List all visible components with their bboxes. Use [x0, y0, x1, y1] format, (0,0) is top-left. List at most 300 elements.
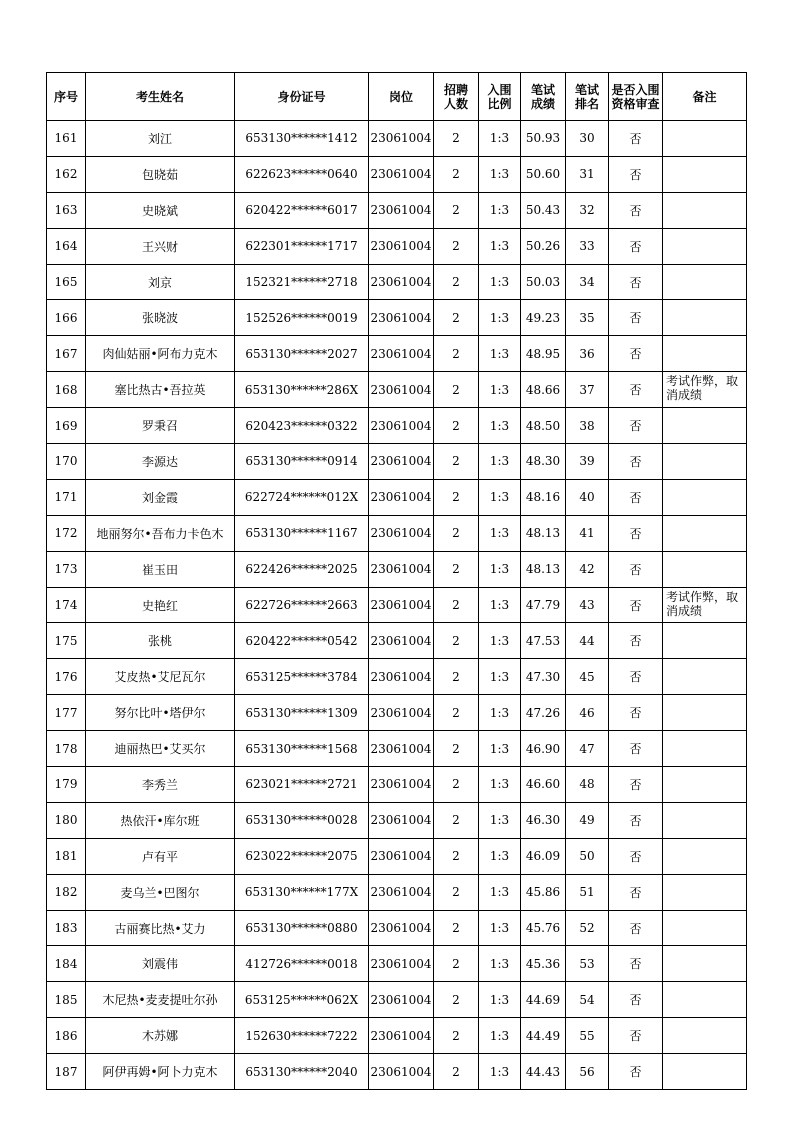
cell-id: 653130******1568 [235, 731, 369, 767]
table-row [47, 228, 747, 264]
cell-seq: 171 [47, 479, 86, 515]
cell-rank: 50 [566, 838, 609, 874]
cell-qualify: 否 [609, 336, 663, 372]
cell-score: 48.13 [521, 515, 566, 551]
cell-recruit: 2 [434, 946, 479, 982]
table-row [47, 444, 747, 480]
cell-seq: 167 [47, 336, 86, 372]
cell-recruit: 2 [434, 551, 479, 587]
cell-name: 塞比热古•吾拉英 [86, 372, 235, 408]
cell-name: 努尔比叶•塔伊尔 [86, 695, 235, 731]
cell-name: 麦乌兰•巴图尔 [86, 874, 235, 910]
header-score: 笔试 成绩 [521, 73, 566, 121]
table-row [47, 946, 747, 982]
table-row [47, 767, 747, 803]
cell-qualify: 否 [609, 1054, 663, 1090]
cell-remark [663, 228, 747, 264]
header-qualify: 是否入围 资格审查 [609, 73, 663, 121]
cell-id: 653130******0880 [235, 910, 369, 946]
cell-id: 653130******2040 [235, 1054, 369, 1090]
cell-name: 刘江 [86, 121, 235, 157]
cell-remark [663, 695, 747, 731]
cell-rank: 31 [566, 156, 609, 192]
table-row [47, 623, 747, 659]
cell-id: 653130******177X [235, 874, 369, 910]
cell-id: 620422******0542 [235, 623, 369, 659]
table-row [47, 874, 747, 910]
cell-seq: 165 [47, 264, 86, 300]
cell-post: 23061004 [369, 444, 434, 480]
cell-recruit: 2 [434, 372, 479, 408]
cell-score: 46.90 [521, 731, 566, 767]
cell-id: 620422******6017 [235, 192, 369, 228]
cell-recruit: 2 [434, 192, 479, 228]
cell-post: 23061004 [369, 587, 434, 623]
table-row [47, 372, 747, 408]
cell-rank: 49 [566, 802, 609, 838]
cell-remark: 考试作弊，取消成绩 [663, 587, 747, 623]
cell-recruit: 2 [434, 982, 479, 1018]
cell-score: 46.09 [521, 838, 566, 874]
cell-remark [663, 551, 747, 587]
cell-remark [663, 731, 747, 767]
cell-rank: 54 [566, 982, 609, 1018]
cell-remark [663, 156, 747, 192]
cell-post: 23061004 [369, 623, 434, 659]
cell-id: 152321******2718 [235, 264, 369, 300]
header-id: 身份证号 [235, 73, 369, 121]
table-row [47, 1054, 747, 1090]
cell-id: 653130******286X [235, 372, 369, 408]
cell-name: 包晓茹 [86, 156, 235, 192]
cell-post: 23061004 [369, 1054, 434, 1090]
cell-seq: 161 [47, 121, 86, 157]
cell-rank: 55 [566, 1018, 609, 1054]
cell-name: 迪丽热巴•艾买尔 [86, 731, 235, 767]
cell-ratio: 1:3 [479, 372, 521, 408]
cell-qualify: 否 [609, 1018, 663, 1054]
cell-id: 622724******012X [235, 479, 369, 515]
cell-id: 622301******1717 [235, 228, 369, 264]
cell-recruit: 2 [434, 264, 479, 300]
cell-remark [663, 982, 747, 1018]
cell-score: 46.30 [521, 802, 566, 838]
cell-qualify: 否 [609, 874, 663, 910]
cell-recruit: 2 [434, 695, 479, 731]
cell-score: 48.95 [521, 336, 566, 372]
cell-post: 23061004 [369, 372, 434, 408]
cell-score: 44.69 [521, 982, 566, 1018]
cell-ratio: 1:3 [479, 1054, 521, 1090]
cell-post: 23061004 [369, 300, 434, 336]
cell-remark [663, 874, 747, 910]
cell-seq: 173 [47, 551, 86, 587]
cell-id: 622623******0640 [235, 156, 369, 192]
cell-name: 艾皮热•艾尼瓦尔 [86, 659, 235, 695]
cell-id: 653130******0028 [235, 802, 369, 838]
cell-score: 50.26 [521, 228, 566, 264]
cell-name: 热依汗•库尔班 [86, 802, 235, 838]
table-row [47, 121, 747, 157]
table-row [47, 156, 747, 192]
cell-post: 23061004 [369, 264, 434, 300]
header-remark: 备注 [663, 73, 747, 121]
cell-name: 罗秉召 [86, 408, 235, 444]
cell-score: 47.26 [521, 695, 566, 731]
cell-post: 23061004 [369, 551, 434, 587]
cell-remark [663, 659, 747, 695]
cell-recruit: 2 [434, 228, 479, 264]
cell-rank: 43 [566, 587, 609, 623]
cell-qualify: 否 [609, 192, 663, 228]
cell-remark [663, 264, 747, 300]
cell-remark [663, 838, 747, 874]
cell-qualify: 否 [609, 300, 663, 336]
cell-ratio: 1:3 [479, 444, 521, 480]
cell-name: 张晓波 [86, 300, 235, 336]
cell-ratio: 1:3 [479, 946, 521, 982]
cell-score: 49.23 [521, 300, 566, 336]
table-row [47, 408, 747, 444]
cell-score: 45.76 [521, 910, 566, 946]
cell-score: 46.60 [521, 767, 566, 803]
cell-remark [663, 121, 747, 157]
cell-ratio: 1:3 [479, 228, 521, 264]
cell-rank: 48 [566, 767, 609, 803]
table-row [47, 659, 747, 695]
cell-post: 23061004 [369, 121, 434, 157]
table-row [47, 802, 747, 838]
cell-post: 23061004 [369, 408, 434, 444]
cell-post: 23061004 [369, 874, 434, 910]
cell-name: 木苏娜 [86, 1018, 235, 1054]
header-row [47, 73, 747, 121]
cell-name: 刘震伟 [86, 946, 235, 982]
cell-id: 623021******2721 [235, 767, 369, 803]
cell-seq: 162 [47, 156, 86, 192]
cell-ratio: 1:3 [479, 587, 521, 623]
cell-ratio: 1:3 [479, 479, 521, 515]
cell-score: 44.49 [521, 1018, 566, 1054]
cell-rank: 56 [566, 1054, 609, 1090]
table-row [47, 1018, 747, 1054]
cell-seq: 174 [47, 587, 86, 623]
cell-qualify: 否 [609, 444, 663, 480]
cell-remark [663, 479, 747, 515]
cell-id: 623022******2075 [235, 838, 369, 874]
header-seq: 序号 [47, 73, 86, 121]
table-row [47, 838, 747, 874]
cell-rank: 39 [566, 444, 609, 480]
cell-ratio: 1:3 [479, 874, 521, 910]
cell-ratio: 1:3 [479, 408, 521, 444]
cell-id: 653130******1167 [235, 515, 369, 551]
cell-post: 23061004 [369, 336, 434, 372]
cell-post: 23061004 [369, 802, 434, 838]
cell-seq: 164 [47, 228, 86, 264]
cell-score: 47.30 [521, 659, 566, 695]
cell-id: 622426******2025 [235, 551, 369, 587]
cell-name: 王兴财 [86, 228, 235, 264]
table-row [47, 587, 747, 623]
cell-rank: 40 [566, 479, 609, 515]
cell-rank: 32 [566, 192, 609, 228]
cell-remark [663, 336, 747, 372]
table-row [47, 336, 747, 372]
cell-post: 23061004 [369, 731, 434, 767]
cell-post: 23061004 [369, 1018, 434, 1054]
cell-seq: 187 [47, 1054, 86, 1090]
cell-id: 622726******2663 [235, 587, 369, 623]
cell-rank: 38 [566, 408, 609, 444]
cell-id: 152526******0019 [235, 300, 369, 336]
cell-seq: 185 [47, 982, 86, 1018]
cell-ratio: 1:3 [479, 156, 521, 192]
header-name: 考生姓名 [86, 73, 235, 121]
cell-score: 48.16 [521, 479, 566, 515]
cell-ratio: 1:3 [479, 910, 521, 946]
cell-score: 50.60 [521, 156, 566, 192]
cell-qualify: 否 [609, 408, 663, 444]
cell-name: 李秀兰 [86, 767, 235, 803]
cell-remark [663, 408, 747, 444]
table-row [47, 731, 747, 767]
cell-remark [663, 910, 747, 946]
cell-recruit: 2 [434, 659, 479, 695]
cell-seq: 175 [47, 623, 86, 659]
table-row [47, 515, 747, 551]
cell-ratio: 1:3 [479, 767, 521, 803]
cell-recruit: 2 [434, 444, 479, 480]
cell-recruit: 2 [434, 156, 479, 192]
cell-post: 23061004 [369, 946, 434, 982]
cell-seq: 179 [47, 767, 86, 803]
cell-rank: 45 [566, 659, 609, 695]
cell-recruit: 2 [434, 479, 479, 515]
cell-qualify: 否 [609, 623, 663, 659]
table-row [47, 910, 747, 946]
table-row [47, 300, 747, 336]
cell-remark: 考试作弊，取消成绩 [663, 372, 747, 408]
cell-seq: 170 [47, 444, 86, 480]
cell-recruit: 2 [434, 767, 479, 803]
cell-rank: 36 [566, 336, 609, 372]
cell-ratio: 1:3 [479, 515, 521, 551]
cell-score: 47.53 [521, 623, 566, 659]
cell-qualify: 否 [609, 479, 663, 515]
cell-seq: 169 [47, 408, 86, 444]
cell-ratio: 1:3 [479, 695, 521, 731]
cell-name: 肉仙姑丽•阿布力克木 [86, 336, 235, 372]
cell-score: 48.50 [521, 408, 566, 444]
cell-score: 48.13 [521, 551, 566, 587]
table-row [47, 982, 747, 1018]
cell-seq: 181 [47, 838, 86, 874]
cell-seq: 183 [47, 910, 86, 946]
cell-remark [663, 1054, 747, 1090]
cell-qualify: 否 [609, 982, 663, 1018]
cell-ratio: 1:3 [479, 300, 521, 336]
cell-post: 23061004 [369, 228, 434, 264]
cell-ratio: 1:3 [479, 982, 521, 1018]
cell-name: 史艳红 [86, 587, 235, 623]
cell-post: 23061004 [369, 767, 434, 803]
cell-name: 张桃 [86, 623, 235, 659]
cell-qualify: 否 [609, 587, 663, 623]
cell-qualify: 否 [609, 910, 663, 946]
cell-score: 48.30 [521, 444, 566, 480]
cell-qualify: 否 [609, 156, 663, 192]
cell-post: 23061004 [369, 192, 434, 228]
cell-qualify: 否 [609, 731, 663, 767]
cell-post: 23061004 [369, 659, 434, 695]
results-table [46, 72, 747, 1090]
header-recruit: 招聘 人数 [434, 73, 479, 121]
cell-recruit: 2 [434, 874, 479, 910]
cell-recruit: 2 [434, 838, 479, 874]
cell-recruit: 2 [434, 300, 479, 336]
cell-post: 23061004 [369, 156, 434, 192]
cell-qualify: 否 [609, 659, 663, 695]
cell-remark [663, 767, 747, 803]
cell-ratio: 1:3 [479, 731, 521, 767]
cell-seq: 168 [47, 372, 86, 408]
table-row [47, 695, 747, 731]
cell-ratio: 1:3 [479, 192, 521, 228]
cell-recruit: 2 [434, 910, 479, 946]
cell-name: 刘金霞 [86, 479, 235, 515]
cell-recruit: 2 [434, 408, 479, 444]
cell-rank: 52 [566, 910, 609, 946]
cell-recruit: 2 [434, 515, 479, 551]
cell-rank: 42 [566, 551, 609, 587]
cell-rank: 51 [566, 874, 609, 910]
cell-rank: 30 [566, 121, 609, 157]
cell-id: 653130******0914 [235, 444, 369, 480]
cell-name: 刘京 [86, 264, 235, 300]
cell-post: 23061004 [369, 479, 434, 515]
cell-seq: 186 [47, 1018, 86, 1054]
table-row [47, 192, 747, 228]
table-row [47, 479, 747, 515]
cell-ratio: 1:3 [479, 802, 521, 838]
cell-score: 48.66 [521, 372, 566, 408]
cell-ratio: 1:3 [479, 264, 521, 300]
cell-recruit: 2 [434, 121, 479, 157]
cell-recruit: 2 [434, 731, 479, 767]
cell-ratio: 1:3 [479, 336, 521, 372]
cell-name: 史晓斌 [86, 192, 235, 228]
cell-remark [663, 515, 747, 551]
cell-rank: 46 [566, 695, 609, 731]
cell-name: 阿伊再姆•阿卜力克木 [86, 1054, 235, 1090]
cell-score: 45.86 [521, 874, 566, 910]
header-rank: 笔试 排名 [566, 73, 609, 121]
cell-qualify: 否 [609, 228, 663, 264]
cell-seq: 180 [47, 802, 86, 838]
cell-qualify: 否 [609, 264, 663, 300]
cell-remark [663, 444, 747, 480]
cell-qualify: 否 [609, 767, 663, 803]
cell-seq: 184 [47, 946, 86, 982]
cell-ratio: 1:3 [479, 623, 521, 659]
cell-id: 653130******2027 [235, 336, 369, 372]
cell-qualify: 否 [609, 695, 663, 731]
cell-post: 23061004 [369, 515, 434, 551]
cell-score: 50.43 [521, 192, 566, 228]
cell-name: 木尼热•麦麦提吐尔孙 [86, 982, 235, 1018]
cell-rank: 33 [566, 228, 609, 264]
cell-id: 653125******062X [235, 982, 369, 1018]
cell-remark [663, 623, 747, 659]
cell-rank: 44 [566, 623, 609, 659]
cell-qualify: 否 [609, 121, 663, 157]
cell-id: 152630******7222 [235, 1018, 369, 1054]
cell-post: 23061004 [369, 838, 434, 874]
cell-ratio: 1:3 [479, 838, 521, 874]
cell-qualify: 否 [609, 515, 663, 551]
cell-recruit: 2 [434, 623, 479, 659]
cell-seq: 177 [47, 695, 86, 731]
cell-recruit: 2 [434, 1054, 479, 1090]
cell-name: 地丽努尔•吾布力卡色木 [86, 515, 235, 551]
cell-rank: 53 [566, 946, 609, 982]
cell-remark [663, 192, 747, 228]
cell-recruit: 2 [434, 587, 479, 623]
cell-post: 23061004 [369, 982, 434, 1018]
cell-recruit: 2 [434, 802, 479, 838]
cell-score: 47.79 [521, 587, 566, 623]
cell-id: 653130******1309 [235, 695, 369, 731]
cell-rank: 41 [566, 515, 609, 551]
cell-name: 卢有平 [86, 838, 235, 874]
cell-remark [663, 946, 747, 982]
cell-id: 653130******1412 [235, 121, 369, 157]
cell-seq: 182 [47, 874, 86, 910]
cell-ratio: 1:3 [479, 551, 521, 587]
cell-seq: 178 [47, 731, 86, 767]
cell-qualify: 否 [609, 802, 663, 838]
cell-id: 412726******0018 [235, 946, 369, 982]
cell-score: 45.36 [521, 946, 566, 982]
cell-id: 620423******0322 [235, 408, 369, 444]
cell-qualify: 否 [609, 946, 663, 982]
cell-score: 44.43 [521, 1054, 566, 1090]
cell-remark [663, 802, 747, 838]
cell-remark [663, 1018, 747, 1054]
table-row [47, 551, 747, 587]
cell-post: 23061004 [369, 695, 434, 731]
cell-seq: 172 [47, 515, 86, 551]
cell-post: 23061004 [369, 910, 434, 946]
cell-name: 古丽赛比热•艾力 [86, 910, 235, 946]
cell-qualify: 否 [609, 551, 663, 587]
cell-seq: 166 [47, 300, 86, 336]
cell-rank: 34 [566, 264, 609, 300]
cell-seq: 163 [47, 192, 86, 228]
cell-id: 653125******3784 [235, 659, 369, 695]
table-body [47, 121, 747, 1090]
cell-ratio: 1:3 [479, 659, 521, 695]
header-ratio: 入围 比例 [479, 73, 521, 121]
cell-recruit: 2 [434, 1018, 479, 1054]
cell-score: 50.93 [521, 121, 566, 157]
cell-rank: 35 [566, 300, 609, 336]
cell-rank: 47 [566, 731, 609, 767]
cell-qualify: 否 [609, 372, 663, 408]
cell-score: 50.03 [521, 264, 566, 300]
cell-ratio: 1:3 [479, 121, 521, 157]
